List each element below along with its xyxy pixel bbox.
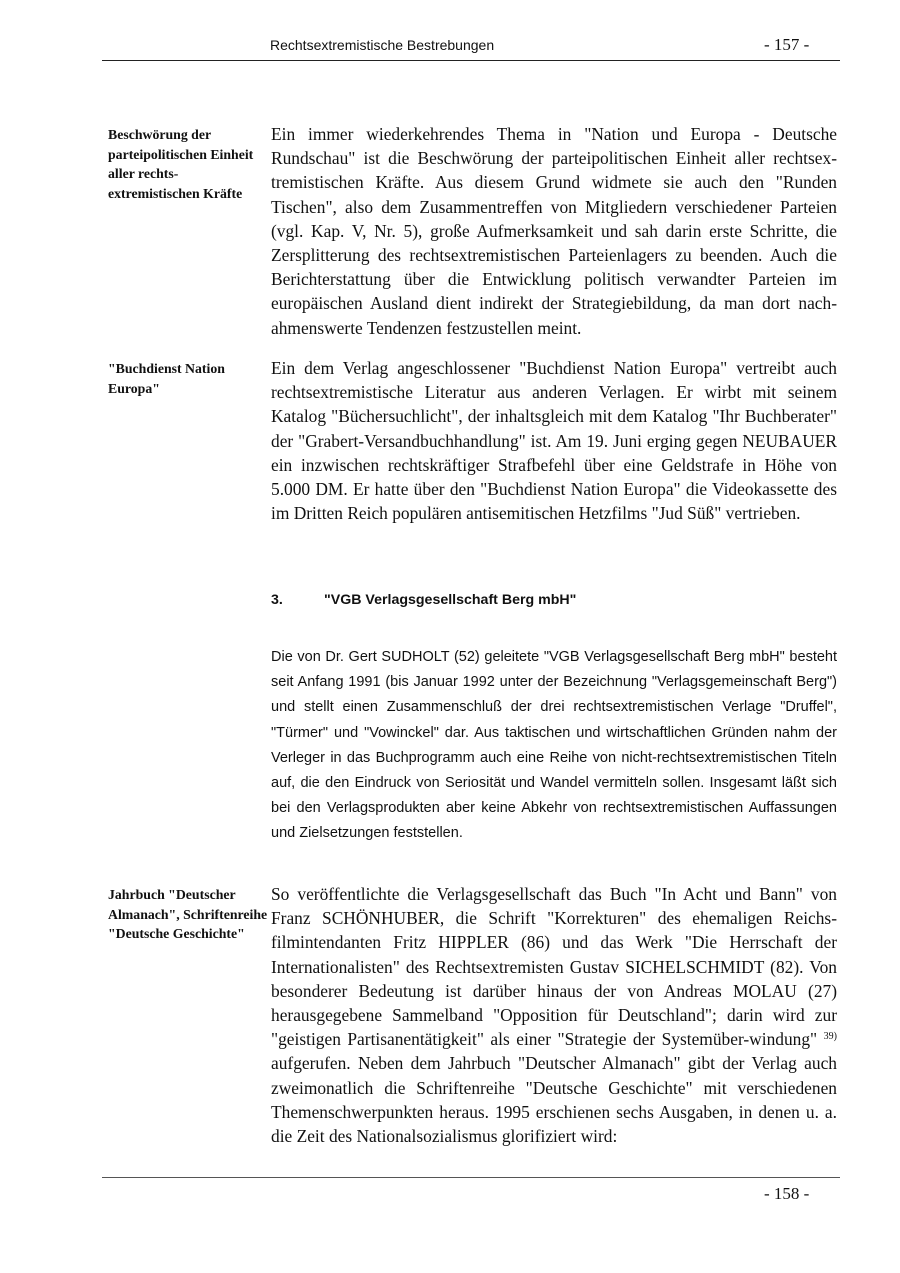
section-heading-vgb	[271, 592, 576, 608]
section-number: 3.	[271, 592, 283, 608]
paragraph-jahrbuch-part1: So veröffentlichte die Verlagsgesellschaft das Buch "In Acht und Bann" von Franz SCHÖNHUBER, die Schrift "Korrekturen" des ehemaligen Reichs-filmintendanten Fritz HIPPLER (86) und das Werk "Die Herrschaft der Internationalisten" des Rechtsextremisten Gustav SICHELSCHMIDT (82). Von besonderer Bedeutung ist darüber hinaus der von Andreas MOLAU (27) herausgegebene Sammelband "Opposition für Deutschland"; darin wird zur "geistigen Partisanentätigkeit" als einer "Strategie der Systemüber-windung"	[271, 884, 837, 1050]
paragraph-jahrbuch-part2: aufgerufen. Neben dem Jahrbuch "Deutscher Almanach" gibt der Verlag auch zweimonatlich die Schriftenreihe "Deutsche Geschichte" mit verschiedenen Themenschwerpunkten heraus. 1995 erschienen sechs Ausgaben, in denen u. a. die Zeit des Nationalsozialismus glorifiziert wird:	[271, 1053, 837, 1147]
margin-note-einheit: Beschwörung der parteipolitischen Einheit aller rechts-extremistischen Kräfte	[108, 127, 254, 201]
margin-note-buchdienst: "Buchdienst Nation Europa"	[108, 361, 225, 396]
running-header-title: Rechtsextremistische Bestrebungen	[270, 37, 495, 53]
footnote-reference: 39)	[823, 1031, 837, 1043]
paragraph-vgb: Die von Dr. Gert SUDHOLT (52) geleitete "VGB Verlagsgesellschaft Berg mbH" besteht seit Anfang 1991 (bis Januar 1992 unter der Bezeichnung "Verlagsgemeinschaft Berg") und stellt einen Zusammenschluß der drei rechtsextremistischen Verlage "Druffel", "Türmer" und "Vowinckel" dar. Aus taktischen und wirtschaftlichen Gründen nahm der Verleger in das Buchprogramm auch eine Reihe von nicht-rechtsextremistischen Titeln auf, die den Eindruck von Seriosität und Wandel vermitteln sollen. Insgesamt läßt sich bei den Verlagsprodukten aber keine Abkehr von rechtsextremistischen Auffassungen und Zielsetzungen feststellen.	[271, 649, 837, 842]
paragraph-einheit: Ein immer wiederkehrendes Thema in "Nation und Europa - Deutsche Rundschau" ist die Beschwörung der parteipolitischen Einheit aller rechtsex-tremistischen Kräfte. Aus diesem Grund widmete sie auch den "Runden Tischen", also dem Zusammentreffen von Mitgliedern verschiedener Parteien (vgl. Kap. V, Nr. 5), große Aufmerksamkeit und sah darin erste Schritte, die Zersplitterung des rechtsextremistischen Parteienlagers zu beenden. Auch die Berichterstattung über die Entwicklung politisch verwandter Parteien im europäischen Ausland dient indirekt der Strategiebildung, da man dort nach-ahmenswerte Tendenzen festzustellen meint.	[271, 124, 837, 338]
footer-rule	[102, 1177, 840, 1178]
page-number-top: - 157 -	[764, 35, 810, 54]
page-number-bottom: - 158 -	[764, 1184, 810, 1203]
paragraph-jahrbuch	[271, 882, 837, 1148]
margin-note-jahrbuch: Jahrbuch "Deutscher Almanach", Schriftenreihe "Deutsche Geschichte"	[108, 887, 268, 941]
section-title: "VGB Verlagsgesellschaft Berg mbH"	[324, 592, 577, 608]
header-rule	[102, 60, 840, 61]
paragraph-buchdienst: Ein dem Verlag angeschlossener "Buchdienst Nation Europa" vertreibt auch rechtsextremistische Literatur aus anderen Verlagen. Er wirbt mit seinem Katalog "Büchersuchlicht", der inhaltsgleich mit dem Katalog "Ihr Buchberater" der "Grabert-Versandbuchhandlung" ist. Am 19. Juni erging gegen NEUBAUER ein inzwischen rechtskräftiger Strafbefehl über eine Geldstrafe in Höhe von 5.000 DM. Er hatte über den "Buchdienst Nation Europa" die Videokassette des im Dritten Reich populären antisemitischen Hetzfilms "Jud Süß" vertrieben.	[271, 358, 837, 524]
